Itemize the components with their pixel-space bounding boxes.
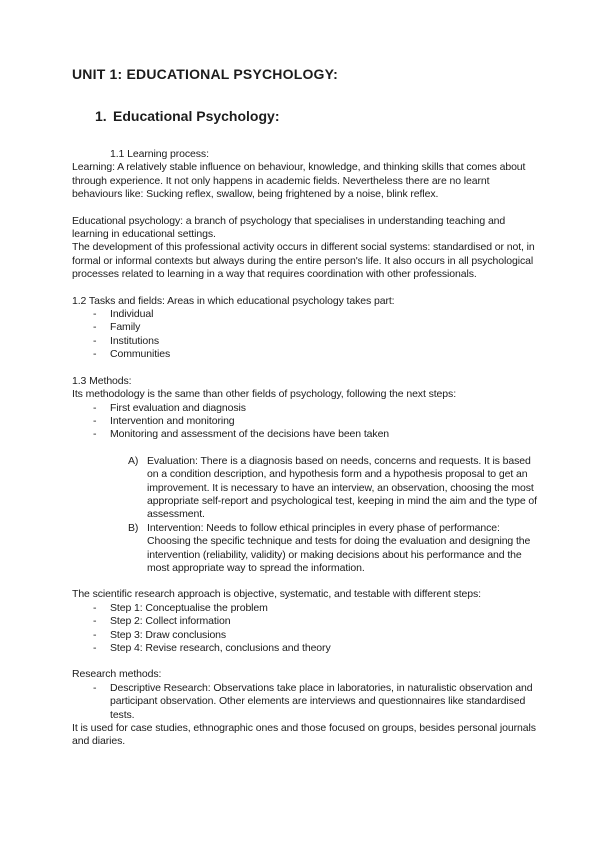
dash-bullet: -: [93, 681, 97, 694]
dash-bullet: -: [93, 628, 97, 641]
list-item-text: Communities: [110, 348, 171, 361]
list-item-text: Individual: [110, 308, 154, 321]
main-heading-text: Educational Psychology:: [113, 108, 280, 124]
lettered-item-intervention: [128, 522, 542, 576]
list-item-text: Descriptive Research: Observations take place in laboratories, in naturalistic observation and participant observation. Other elements are interviews and questionnaires like standardised tests.: [110, 681, 533, 721]
paragraph-professional-activity: The development of this professional activity occurs in different social systems: standardised or not, in formal or informal contexts but always during the entire person's life. It also occurs in all psychological processes related to learning in a way that requires coordination with other professionals.: [72, 241, 535, 281]
unit-title: UNIT 1: EDUCATIONAL PSYCHOLOGY:: [72, 66, 338, 82]
main-heading: [95, 108, 542, 124]
list-item-text: Monitoring and assessment of the decisions have been taken: [110, 428, 390, 441]
list-item: [93, 402, 542, 415]
dash-bullet: -: [93, 615, 97, 628]
list-item: [93, 428, 542, 441]
section-heading-learning-process: 1.1 Learning process:: [110, 148, 209, 160]
list-item-text: Institutions: [110, 334, 159, 347]
paragraph-scientific-research-intro: The scientific research approach is objective, systematic, and testable with different steps:: [72, 588, 481, 601]
list-item: [93, 629, 542, 642]
list-item: [93, 615, 542, 628]
list-item: [93, 602, 542, 615]
dash-bullet: -: [93, 601, 97, 614]
dash-bullet: -: [93, 414, 97, 427]
list-item-text: Step 3: Draw conclusions: [110, 628, 227, 641]
main-heading-number: 1.: [95, 108, 107, 124]
paragraph-edpsych-definition: Educational psychology: a branch of psychology that specialises in understanding teaching and learning in educational settings.: [72, 214, 506, 241]
paragraph-methods-intro: Its methodology is the same than other fields of psychology, following the next steps:: [72, 388, 457, 401]
list-item: [93, 682, 542, 722]
letter-label: B): [128, 521, 139, 534]
list-item: [93, 642, 542, 655]
list-item-text: Intervention and monitoring: [110, 414, 235, 427]
lettered-item-text: Evaluation: There is a diagnosis based on needs, concerns and requests. It is based on a condition description, and hypothesis form and a hypothesis proposal to get an improvement. It is necessary to have an interview, an observation, choosing the most appropriate self-report and psychological test, keeping in mind the aim and the type of assessment.: [147, 454, 537, 521]
dash-bullet: -: [93, 308, 97, 321]
section-heading-tasks-fields: 1.2 Tasks and fields: Areas in which educational psychology takes part:: [72, 294, 395, 307]
paragraph-learning-definition: Learning: A relatively stable influence on behaviour, knowledge, and thinking skills that comes about through experience. It not only happens in academic fields. Nevertheless there are no learnt behaviours like: Sucking reflex, swallow, being frightened by a noise, blink reflex.: [72, 161, 526, 201]
dash-bullet: -: [93, 321, 97, 334]
letter-label: A): [128, 454, 139, 467]
list-item: [93, 335, 542, 348]
list-item-text: First evaluation and diagnosis: [110, 401, 246, 414]
list-item-text: Family: [110, 321, 141, 334]
dash-bullet: -: [93, 348, 97, 361]
list-item-text: Step 1: Conceptualise the problem: [110, 601, 268, 614]
list-item-text: Step 4: Revise research, conclusions and theory: [110, 642, 331, 654]
dash-bullet: -: [93, 428, 97, 441]
list-item: [93, 415, 542, 428]
list-item: [93, 348, 542, 361]
section-heading-methods: 1.3 Methods:: [72, 374, 132, 387]
paragraph-research-methods-footer: It is used for case studies, ethnographic ones and those focused on groups, besides personal journals and diaries.: [72, 722, 536, 748]
lettered-item-evaluation: [128, 455, 542, 522]
list-item-text: Step 2: Collect information: [110, 615, 231, 628]
list-item: [93, 321, 542, 334]
section-heading-research-methods: Research methods:: [72, 668, 162, 681]
lettered-item-text: Intervention: Needs to follow ethical principles in every phase of performance: Choosing the specific technique and tests for doing the evaluation and designing the intervention (reliability, validity) or making decisions about his performance and the most appropriate way to spread the information.: [147, 521, 531, 574]
dash-bullet: -: [93, 401, 97, 414]
dash-bullet: -: [93, 334, 97, 347]
dash-bullet: -: [93, 642, 97, 654]
list-item: [93, 308, 542, 321]
